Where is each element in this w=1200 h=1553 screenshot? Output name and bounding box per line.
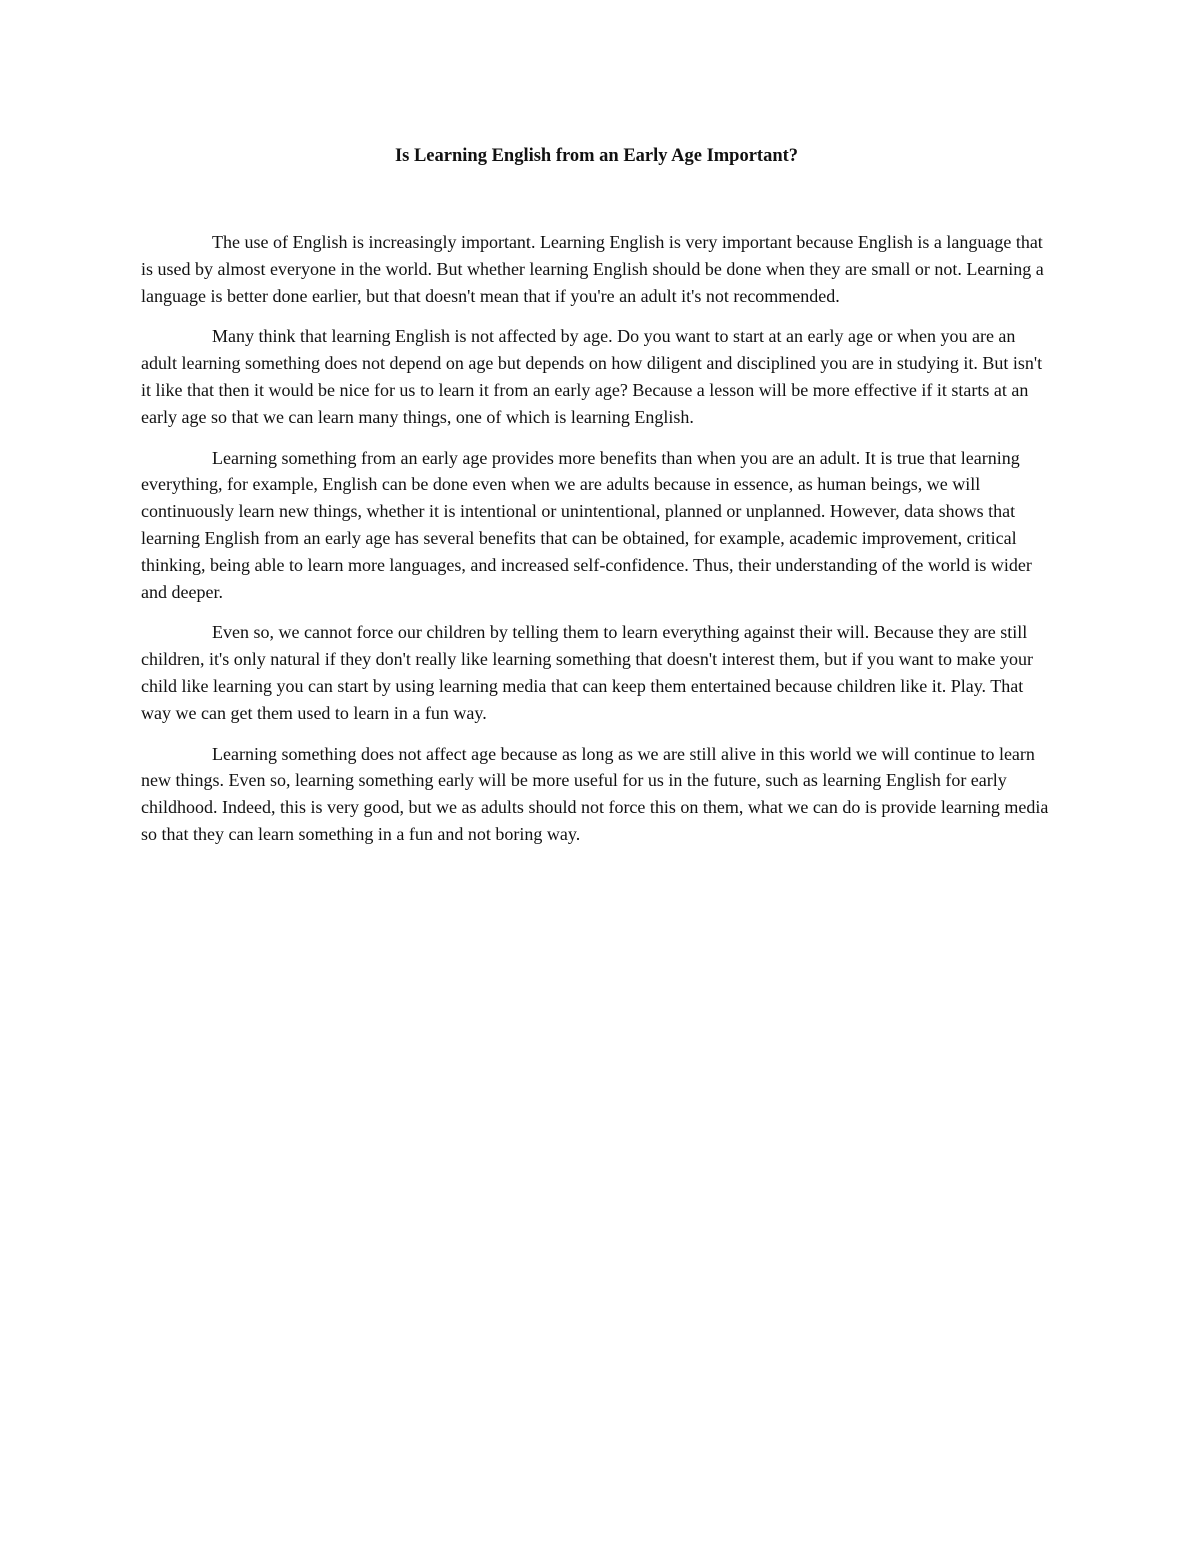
document-body [141,143,1052,862]
paragraph-1: The use of English is increasingly important. Learning English is very important because English is a language that is used by almost everyone in the world. But whether learning English should be done when they are small or not. Learning a language is better done earlier, but that doesn't mean that if you're an adult it's not recommended. [141,232,1044,306]
paragraph-5: Learning something does not affect age because as long as we are still alive in this world we will continue to learn new things. Even so, learning something early will be more useful for us in the future, such as learning English for early childhood. Indeed, this is very good, but we as adults should not force this on them, what we can do is provide learning media so that they can learn something in a fun and not boring way. [141,743,1049,844]
paragraph-3: Learning something from an early age provides more benefits than when you are an adult. It is true that learning everything, for example, English can be done even when we are adults because in essence, as human beings, we will continuously learn new things, whether it is intentional or unintentional, planned or unplanned. However, data shows that learning English from an early age has several benefits that can be obtained, for example, academic improvement, critical thinking, being able to learn more languages, and increased self-confidence. Thus, their understanding of the world is wider and deeper. [141,447,1032,602]
paragraph-2: Many think that learning English is not affected by age. Do you want to start at an early age or when you are an adult learning something does not depend on age but depends on how diligent and disciplined you are in studying it. But isn't it like that then it would be nice for us to learn it from an early age? Because a lesson will be more effective if it starts at an early age so that we can learn many things, one of which is learning English. [141,326,1043,427]
document-title: Is Learning English from an Early Age Important? [394,146,799,166]
paragraph-4: Even so, we cannot force our children by telling them to learn everything against their will. Because they are still children, it's only natural if they don't really like learning something that doesn't interest them, but if you want to make your child like learning you can start by using learning media that can keep them entertained because children like it. Play. That way we can get them used to learn in a fun way. [141,622,1034,723]
